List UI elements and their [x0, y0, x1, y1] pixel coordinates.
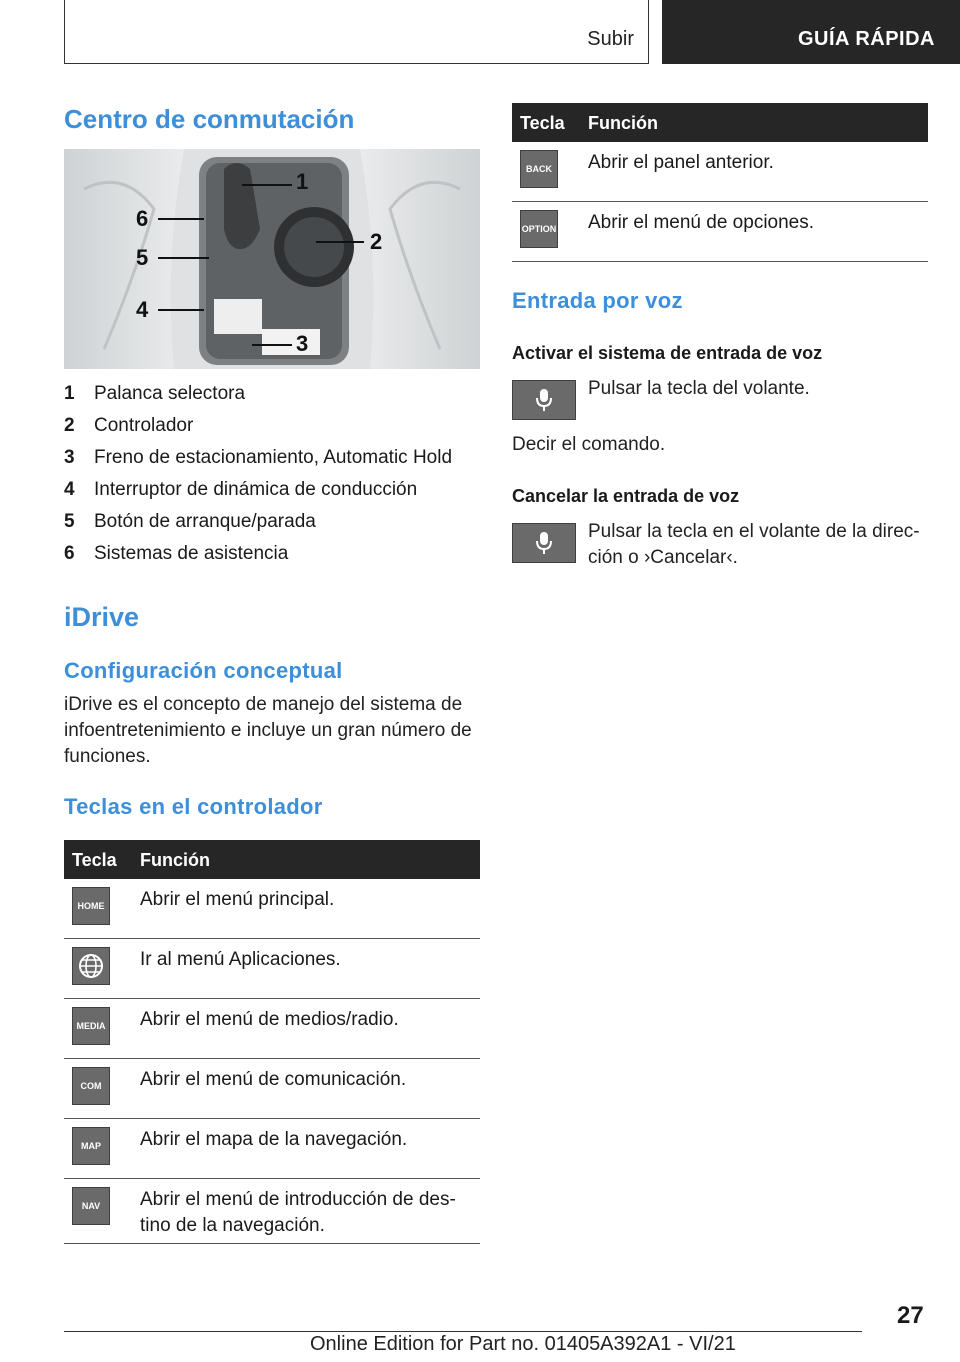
list-item	[64, 477, 484, 509]
globe-icon	[72, 947, 110, 985]
item-text: Botón de arranque/parada	[94, 511, 316, 532]
item-number: 5	[64, 511, 75, 532]
item-text: Palanca selectora	[94, 383, 246, 404]
com-key-icon: COM	[72, 1067, 110, 1105]
callout-6: 6	[136, 206, 149, 231]
list-item	[64, 509, 484, 541]
console-illustration	[64, 149, 480, 369]
map-key-icon: MAP	[72, 1127, 110, 1165]
voice-key-icon	[512, 380, 576, 420]
list-item	[64, 381, 484, 413]
controller-keys-table-continued	[512, 103, 928, 262]
header-function: Función	[588, 113, 658, 133]
idrive-title: iDrive	[64, 602, 140, 632]
nav-key-icon: NAV	[72, 1187, 110, 1225]
item-number: 2	[64, 415, 75, 436]
activate-title: Activar el sistema de entrada de voz	[512, 343, 823, 363]
subir-link[interactable]: Subir	[587, 28, 634, 50]
table-row	[64, 1179, 480, 1244]
row-text: Abrir el menú principal.	[140, 889, 335, 910]
row-text: Abrir el panel anterior.	[588, 152, 774, 173]
item-number: 4	[64, 479, 75, 500]
concept-title: Configuración conceptual	[64, 658, 343, 683]
table-row	[64, 1119, 480, 1179]
header-function: Función	[140, 850, 210, 870]
footer-divider	[64, 1331, 862, 1332]
item-text: Interruptor de dinámica de conducción	[94, 479, 418, 500]
say-command-text: Decir el comando.	[512, 434, 666, 455]
home-key-icon: HOME	[72, 887, 110, 925]
header-key: Tecla	[72, 850, 117, 870]
row-text: Abrir el menú de introducción de des-tino de la navegación.	[140, 1189, 456, 1236]
guia-rapida-label: GUÍA RÁPIDA	[798, 28, 935, 50]
page-title: Centro de conmutación	[64, 104, 355, 134]
list-item	[64, 445, 484, 477]
table-row	[512, 142, 928, 202]
controller-keys-table	[64, 840, 480, 1244]
item-number: 3	[64, 447, 75, 468]
callout-2: 2	[370, 229, 383, 254]
row-text: Abrir el menú de opciones.	[588, 212, 815, 233]
list-item	[64, 413, 484, 445]
keys-title: Teclas en el controlador	[64, 794, 323, 819]
switch-center-photo	[64, 149, 480, 369]
cancel-text: Pulsar la tecla en el volante de la direc-ción o ›Cancelar‹.	[588, 521, 920, 568]
table-row	[512, 202, 928, 262]
media-key-icon: MEDIA	[72, 1007, 110, 1045]
list-item	[64, 541, 484, 573]
header-box	[64, 0, 649, 64]
item-text: Freno de estacionamiento, Automatic Hold	[94, 447, 453, 468]
callout-4: 4	[136, 297, 149, 322]
voice-title: Entrada por voz	[512, 288, 683, 313]
row-text: Ir al menú Aplicaciones.	[140, 949, 341, 970]
table-row	[64, 1059, 480, 1119]
item-number: 1	[64, 383, 75, 404]
table-header	[512, 103, 928, 142]
row-text: Abrir el menú de medios/radio.	[140, 1009, 399, 1030]
callout-5: 5	[136, 245, 149, 270]
callout-3: 3	[296, 331, 309, 356]
table-header	[64, 840, 480, 879]
page-number: 27	[897, 1302, 924, 1329]
voice-key-icon	[512, 523, 576, 563]
back-key-icon: BACK	[520, 150, 558, 188]
option-key-icon: OPTION	[520, 210, 558, 248]
header-key: Tecla	[520, 113, 565, 133]
edition-text: Online Edition for Part no. 01405A392A1 - VI/21	[310, 1333, 736, 1355]
activate-text: Pulsar la tecla del volante.	[588, 378, 810, 399]
table-row	[64, 939, 480, 999]
row-text: Abrir el menú de comunicación.	[140, 1069, 407, 1090]
item-number: 6	[64, 543, 75, 564]
concept-text: iDrive es el concepto de manejo del sistema de infoentretenimiento e incluye un gran número de funciones.	[64, 694, 472, 767]
cancel-title: Cancelar la entrada de voz	[512, 486, 740, 506]
callout-1: 1	[296, 169, 309, 194]
item-text: Sistemas de asistencia	[94, 543, 289, 564]
table-row	[64, 879, 480, 939]
guia-rapida-tab[interactable]	[662, 0, 960, 64]
item-text: Controlador	[94, 415, 194, 436]
row-text: Abrir el mapa de la navegación.	[140, 1129, 408, 1150]
component-list	[64, 381, 484, 573]
table-row	[64, 999, 480, 1059]
